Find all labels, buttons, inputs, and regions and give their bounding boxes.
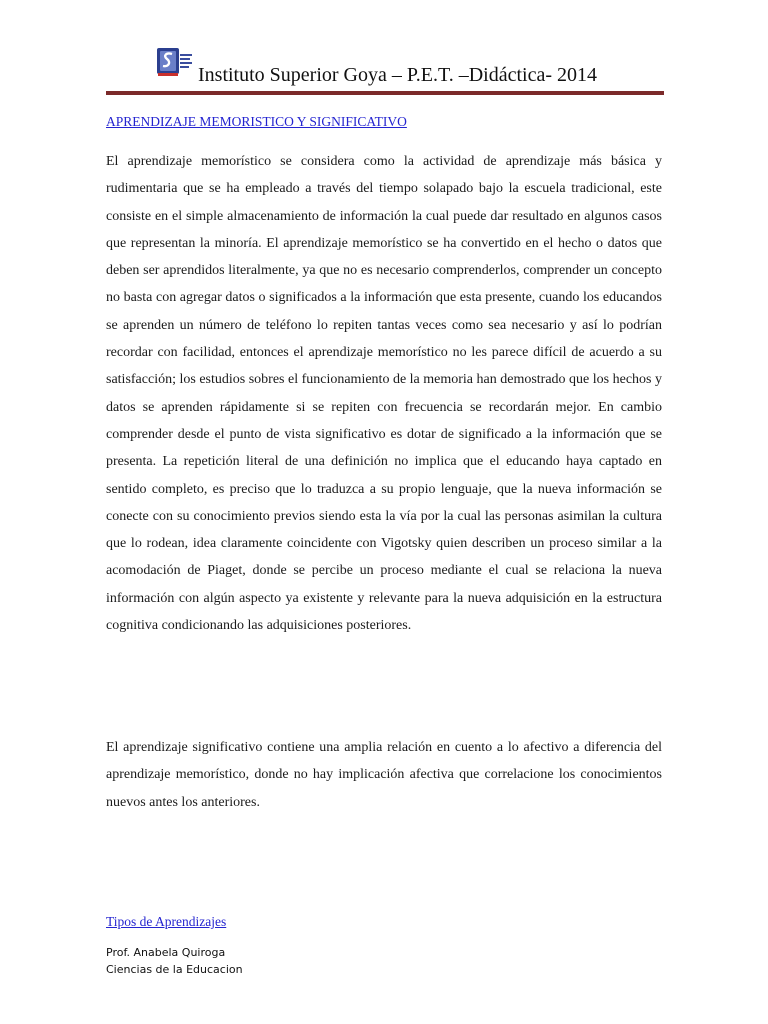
article-paragraph-2: El aprendizaje significativo contiene una amplia relación en cuento a lo afectivo a diferencia del aprendizaje memorístico, donde no hay implicación afectiva que correlacione los conocimientos nuevos antes los anteriores.: [106, 740, 662, 810]
author-block: [106, 944, 243, 978]
institute-title: Instituto Superior Goya – P.E.T. –Didáctica- 2014: [198, 64, 598, 86]
document-header: [106, 44, 664, 94]
article-paragraph-1: El aprendizaje memorístico se considera como la actividad de aprendizaje más básica y rudimentaria que se ha empleado a través del tiempo solapado bajo la escuela tradicional, este consiste en el simple almacenamiento de información la cual puede dar resultado en algunos casos que representan la minoría. El aprendizaje memorístico se ha convertido en el hecho o datos que deben ser aprendidos literalmente, ya que no es necesario comprenderlos, comprender un concepto no basta con agregar datos o significados a la información que esta presente, cuando los educandos se aprenden un número de teléfono lo repiten tantas veces como sea necesario y así lo podrían recordar con facilidad, entonces el aprendizaje memorístico no les parece difícil de acuerdo a su satisfacción; los estudios sobres el funcionamiento de la memoria han demostrado que los hechos y datos se aprenden rápidamente si se repiten con frecuencia se recordarán mejor. En cambio comprender desde el punto de vista significativo es dotar de significado a la información que se presenta. La repetición literal de una definición no implica que el educando haya captado en sentido completo, es preciso que lo traduzca a su propio lenguaje, que la nueva información se conecte con su conocimiento previos siendo esta la vía por la cual las personas asimilan la cultura que lo rodean, idea claramente coincidente con Vigotsky quien describen un proceso similar a la acomodación de Piaget, donde se percibe un proceso mediante el cual se relaciona la nueva información con algún aspecto ya existente y relevante para la nueva adquisición en la estructura cognitiva condicionando las adquisiciones posteriores.: [106, 154, 662, 634]
author-name: Prof. Anabela Quiroga: [106, 946, 226, 959]
isg-institute-logo-icon: [156, 46, 194, 78]
article-heading-link[interactable]: APRENDIZAJE MEMORISTICO Y SIGNIFICATIVO: [106, 114, 407, 129]
header-divider: [106, 91, 664, 95]
types-of-learning-link[interactable]: Tipos de Aprendizajes: [106, 914, 227, 929]
author-subject: Ciencias de la Educacion: [106, 963, 243, 976]
